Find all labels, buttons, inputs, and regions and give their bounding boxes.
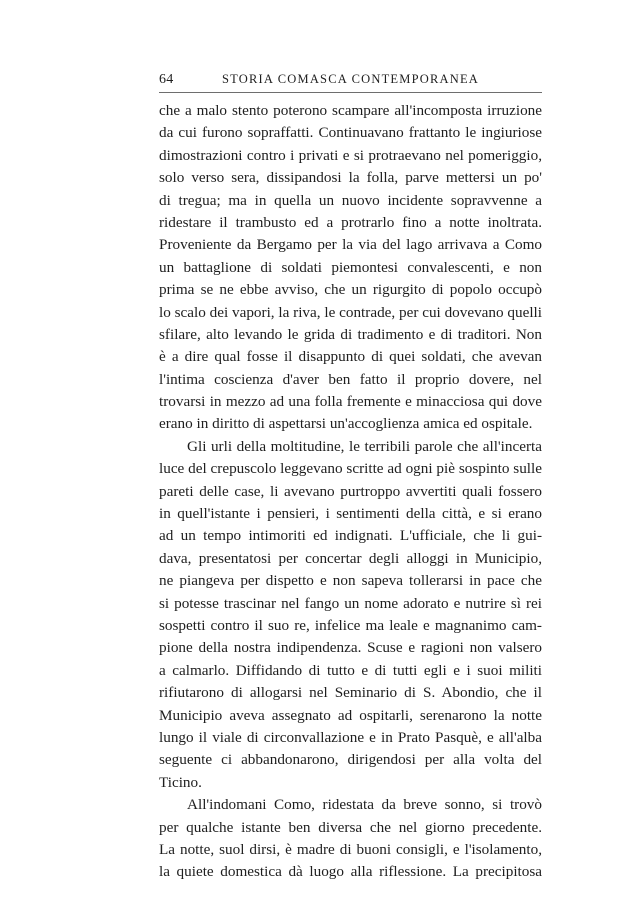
running-title: STORIA COMASCA CONTEMPORANEA — [221, 72, 480, 86]
text-line: è a dire qual fosse il disappunto di quei soldati, che avevan — [159, 348, 542, 366]
text-line: sfilare, alto levando le grida di tradimento e di traditori. Non — [159, 325, 542, 343]
text-line: a calmarlo. Diffidando di tutto e di tutti egli e i suoi militi — [159, 661, 542, 679]
text-line: trovarsi in mezzo ad una folla fremente e minacciosa qui dove — [159, 393, 542, 411]
text-line: prima se ne ebbe avviso, che un rigurgito di popolo occupò — [159, 281, 542, 299]
text-line: lo scalo dei vapori, la riva, le contrade, per cui dovevano quelli — [159, 303, 542, 321]
text-line: in quell'istante i pensieri, i sentimenti della città, e si erano — [159, 505, 542, 523]
text-line: Municipio aveva assegnato ad ospitarli, serenarono la notte — [159, 706, 542, 724]
body-text — [159, 100, 542, 884]
text-line: sospetti contro il suo re, infelice ma leale e magnanimo cam- — [159, 616, 542, 634]
text-line: un battaglione di soldati piemontesi convalescenti, e non — [159, 258, 542, 276]
text-line: dava, presentatosi per concertar degli alloggi in Municipio, — [159, 549, 542, 567]
text-line: pione della nostra indipendenza. Scuse e ragioni non valsero — [159, 639, 542, 657]
text-line: erano in diritto di aspettarsi un'accoglienza amica ed ospitale. — [159, 415, 533, 433]
text-line: lungo il viale di circonvallazione e in Prato Pasquè, e all'alba — [159, 728, 542, 746]
text-line: seguente ci abbandonarono, dirigendosi per alla volta del — [159, 751, 542, 769]
text-line: Ticino. — [159, 773, 202, 791]
text-line: La notte, suol dirsi, è madre di buoni consigli, e l'isolamento, — [159, 840, 542, 858]
text-line: Proveniente da Bergamo per la via del lago arrivava a Como — [159, 236, 542, 254]
text-line: si potesse trascinar nel fango un nome adorato e nutrire sì rei — [159, 594, 542, 612]
text-line: di tregua; ma in quella un nuovo incidente sopravvenne a — [159, 191, 542, 209]
paragraph-2 — [159, 436, 542, 794]
text-line: ad un tempo intimoriti ed indignati. L'ufficiale, che li gui- — [159, 527, 542, 545]
text-line: rifiutarono di allogarsi nel Seminario di S. Abondio, che il — [159, 684, 542, 702]
text-line: dimostrazioni contro i privati e si protraevano nel pomeriggio, — [159, 146, 542, 164]
text-line: pareti delle case, li avevano purtroppo avvertiti quali fossero — [159, 482, 542, 500]
text-line: solo verso sera, dissipandosi la folla, parve mettersi un po' — [159, 169, 542, 187]
text-line: luce del crepuscolo leggevano scritte ad ogni piè sospinto sulle — [159, 460, 542, 478]
text-line: per qualche istante ben diversa che nel giorno precedente. — [159, 818, 542, 836]
text-line: ridestare il trambusto ed a protrarlo fino a notte inoltrata. — [159, 213, 542, 231]
paragraph-1 — [159, 100, 542, 436]
text-line: Gli urli della moltitudine, le terribili parole che all'incerta — [187, 437, 542, 455]
text-line: da cui furono sopraffatti. Continuavano frattanto le ingiuriose — [159, 124, 542, 142]
text-line: che a malo stento poterono scampare all'incomposta irruzione — [159, 102, 542, 119]
text-line: ne piangeva per dispetto e non sapeva tollerarsi in pace che — [159, 572, 542, 590]
text-line: All'indomani Como, ridestata da breve sonno, si trovò — [187, 796, 542, 814]
page-number: 64 — [159, 72, 174, 87]
text-line: l'intima coscienza d'aver ben fatto il proprio dovere, nel — [159, 370, 542, 388]
text-line: la quiete domestica dà luogo alla riflessione. La precipitosa — [159, 863, 542, 881]
paragraph-3 — [159, 794, 542, 884]
running-header — [159, 70, 542, 93]
